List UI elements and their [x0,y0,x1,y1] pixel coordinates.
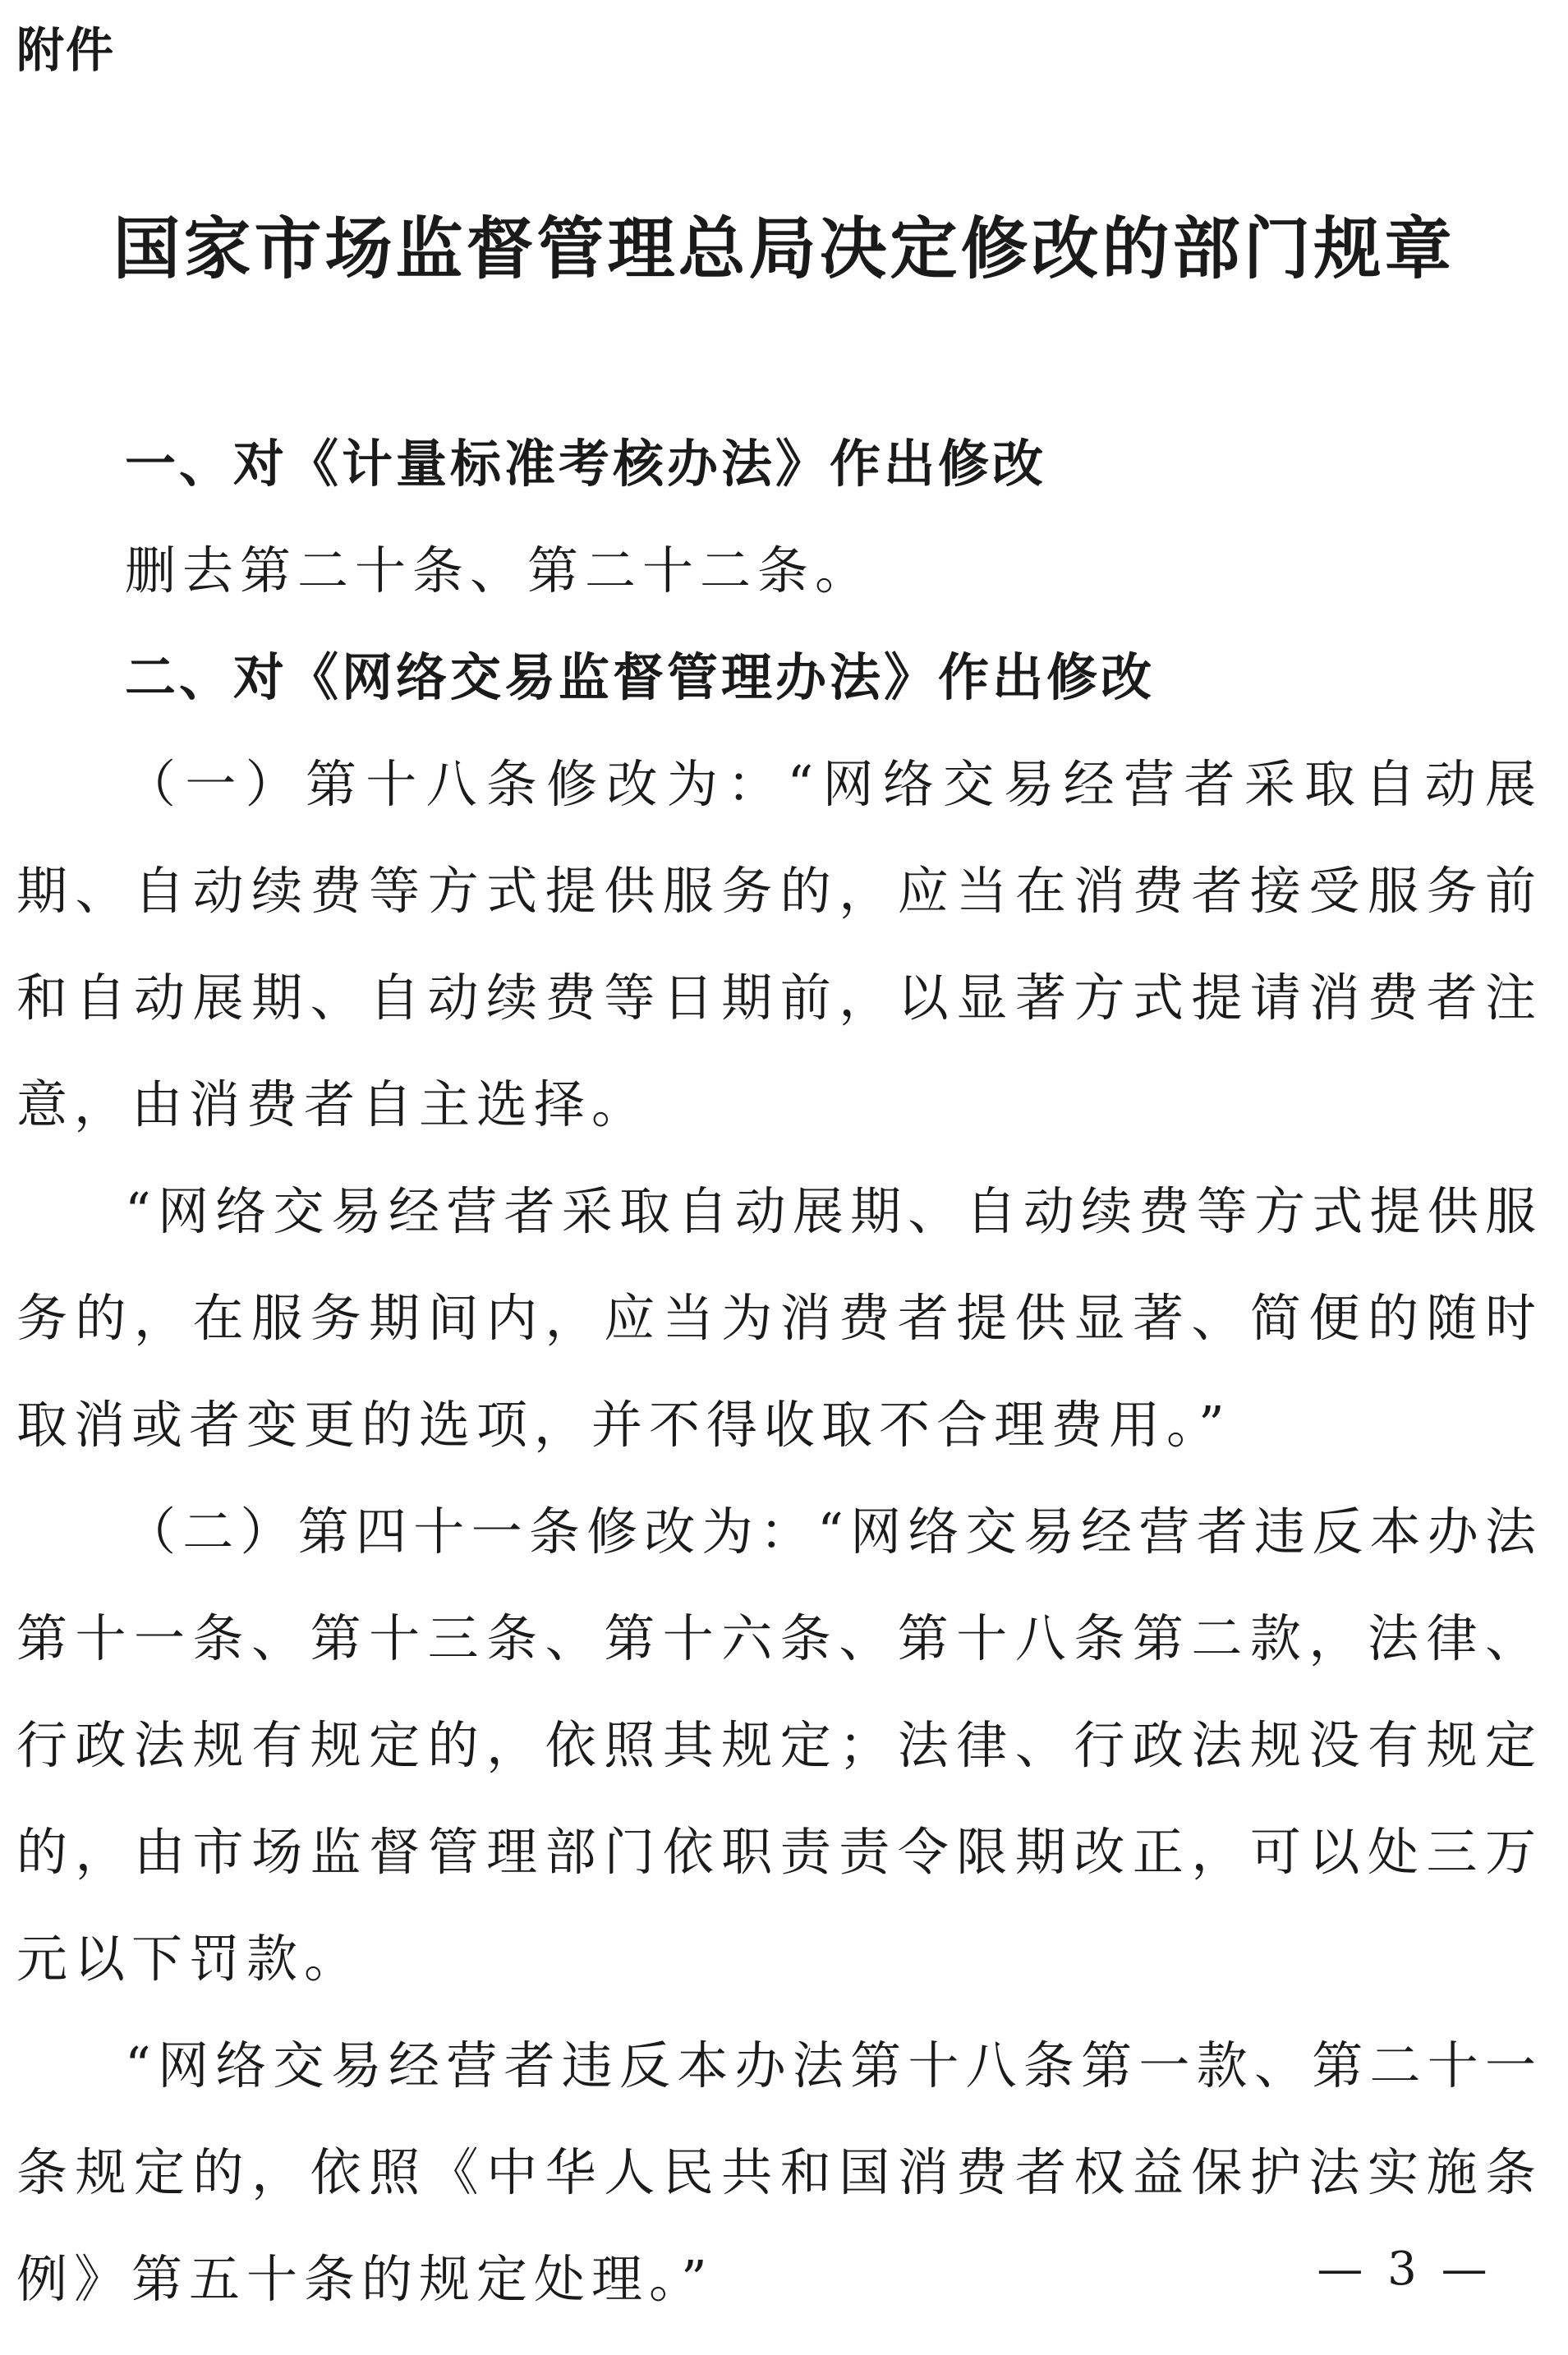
section-1-paragraph-1: 删去第二十条、第二十二条。 [125,540,873,600]
document-body [16,411,1543,2333]
section-2-paragraph-4: “网络交易经营者违反本办法第十八条第一款、第二十一条规定的，依照《中华人民共和国消费者权益保护法实施条例》第五十条的规定处理。” [16,2035,1543,2309]
page-number: — 3 — [1317,2242,1492,2296]
section-heading-1: 一、对《计量标准考核办法》作出修改 [125,434,1047,494]
attachment-label: 附件 [16,22,116,78]
document-title: 国家市场监督管理总局决定修改的部门规章 [113,209,1455,288]
section-2-paragraph-3: （二）第四十一条修改为：“网络交易经营者违反本办法第十一条、第十三条、第十六条、第十八条第二款，法律、行政法规有规定的，依照其规定；法律、行政法规没有规定的，由市场监督管理部门依职责责令限期改正，可以处三万元以下罚款。 [16,1502,1543,1989]
section-heading-2: 二、对《网络交易监督管理办法》作出修改 [125,647,1156,707]
section-2-paragraph-1: （一）第十八条修改为：“网络交易经营者采取自动展期、自动续费等方式提供服务的，应当在消费者接受服务前和自动展期、自动续费等日期前，以显著方式提请消费者注意，由消费者自主选择。 [16,754,1543,1134]
section-2-paragraph-2: “网络交易经营者采取自动展期、自动续费等方式提供服务的，在服务期间内，应当为消费者提供显著、简便的随时取消或者变更的选项，并不得收取不合理费用。” [16,1181,1543,1455]
